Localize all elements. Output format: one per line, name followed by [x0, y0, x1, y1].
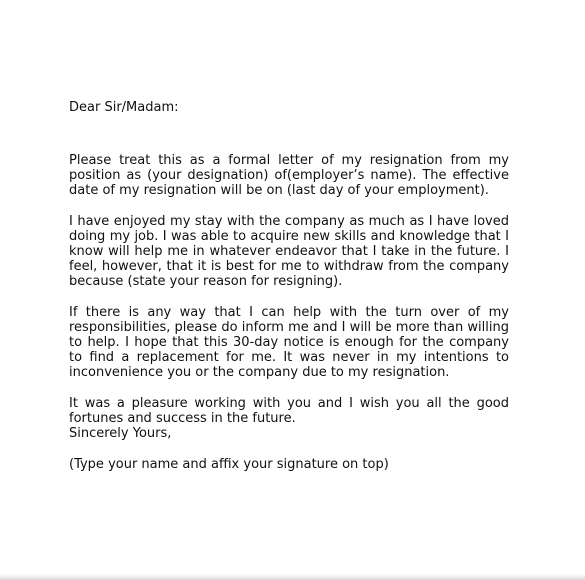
resignation-letter — [69, 100, 509, 472]
paragraph-experience: I have enjoyed my stay with the company as much as I have loved doing my job. I was able to acquire new skills and knowledge that I know will help me in whatever endeavor that I take in the future. I feel, however, that it is best for me to withdraw from the company because (state your reason for resigning). — [69, 214, 509, 289]
paragraph-intro: Please treat this as a formal letter of my resignation from my position as (your designation) of(employer’s name). The effective date of my resignation will be on (last day of your employment). — [69, 153, 509, 198]
page-bottom-shadow — [0, 574, 585, 580]
paragraph-handover: If there is any way that I can help with the turn over of my responsibilities, please do inform me and I will be more than willing to help. I hope that this 30-day notice is enough for the company to find a replacement for me. It was never in my intentions to inconvenience you or the company due to my resignation. — [69, 305, 509, 380]
closing: Sincerely Yours, — [69, 426, 172, 441]
signature-note: (Type your name and affix your signature on top) — [69, 457, 389, 472]
paragraph-farewell: It was a pleasure working with you and I wish you all the good fortunes and success in the future. — [69, 396, 509, 426]
salutation: Dear Sir/Madam: — [69, 100, 179, 115]
